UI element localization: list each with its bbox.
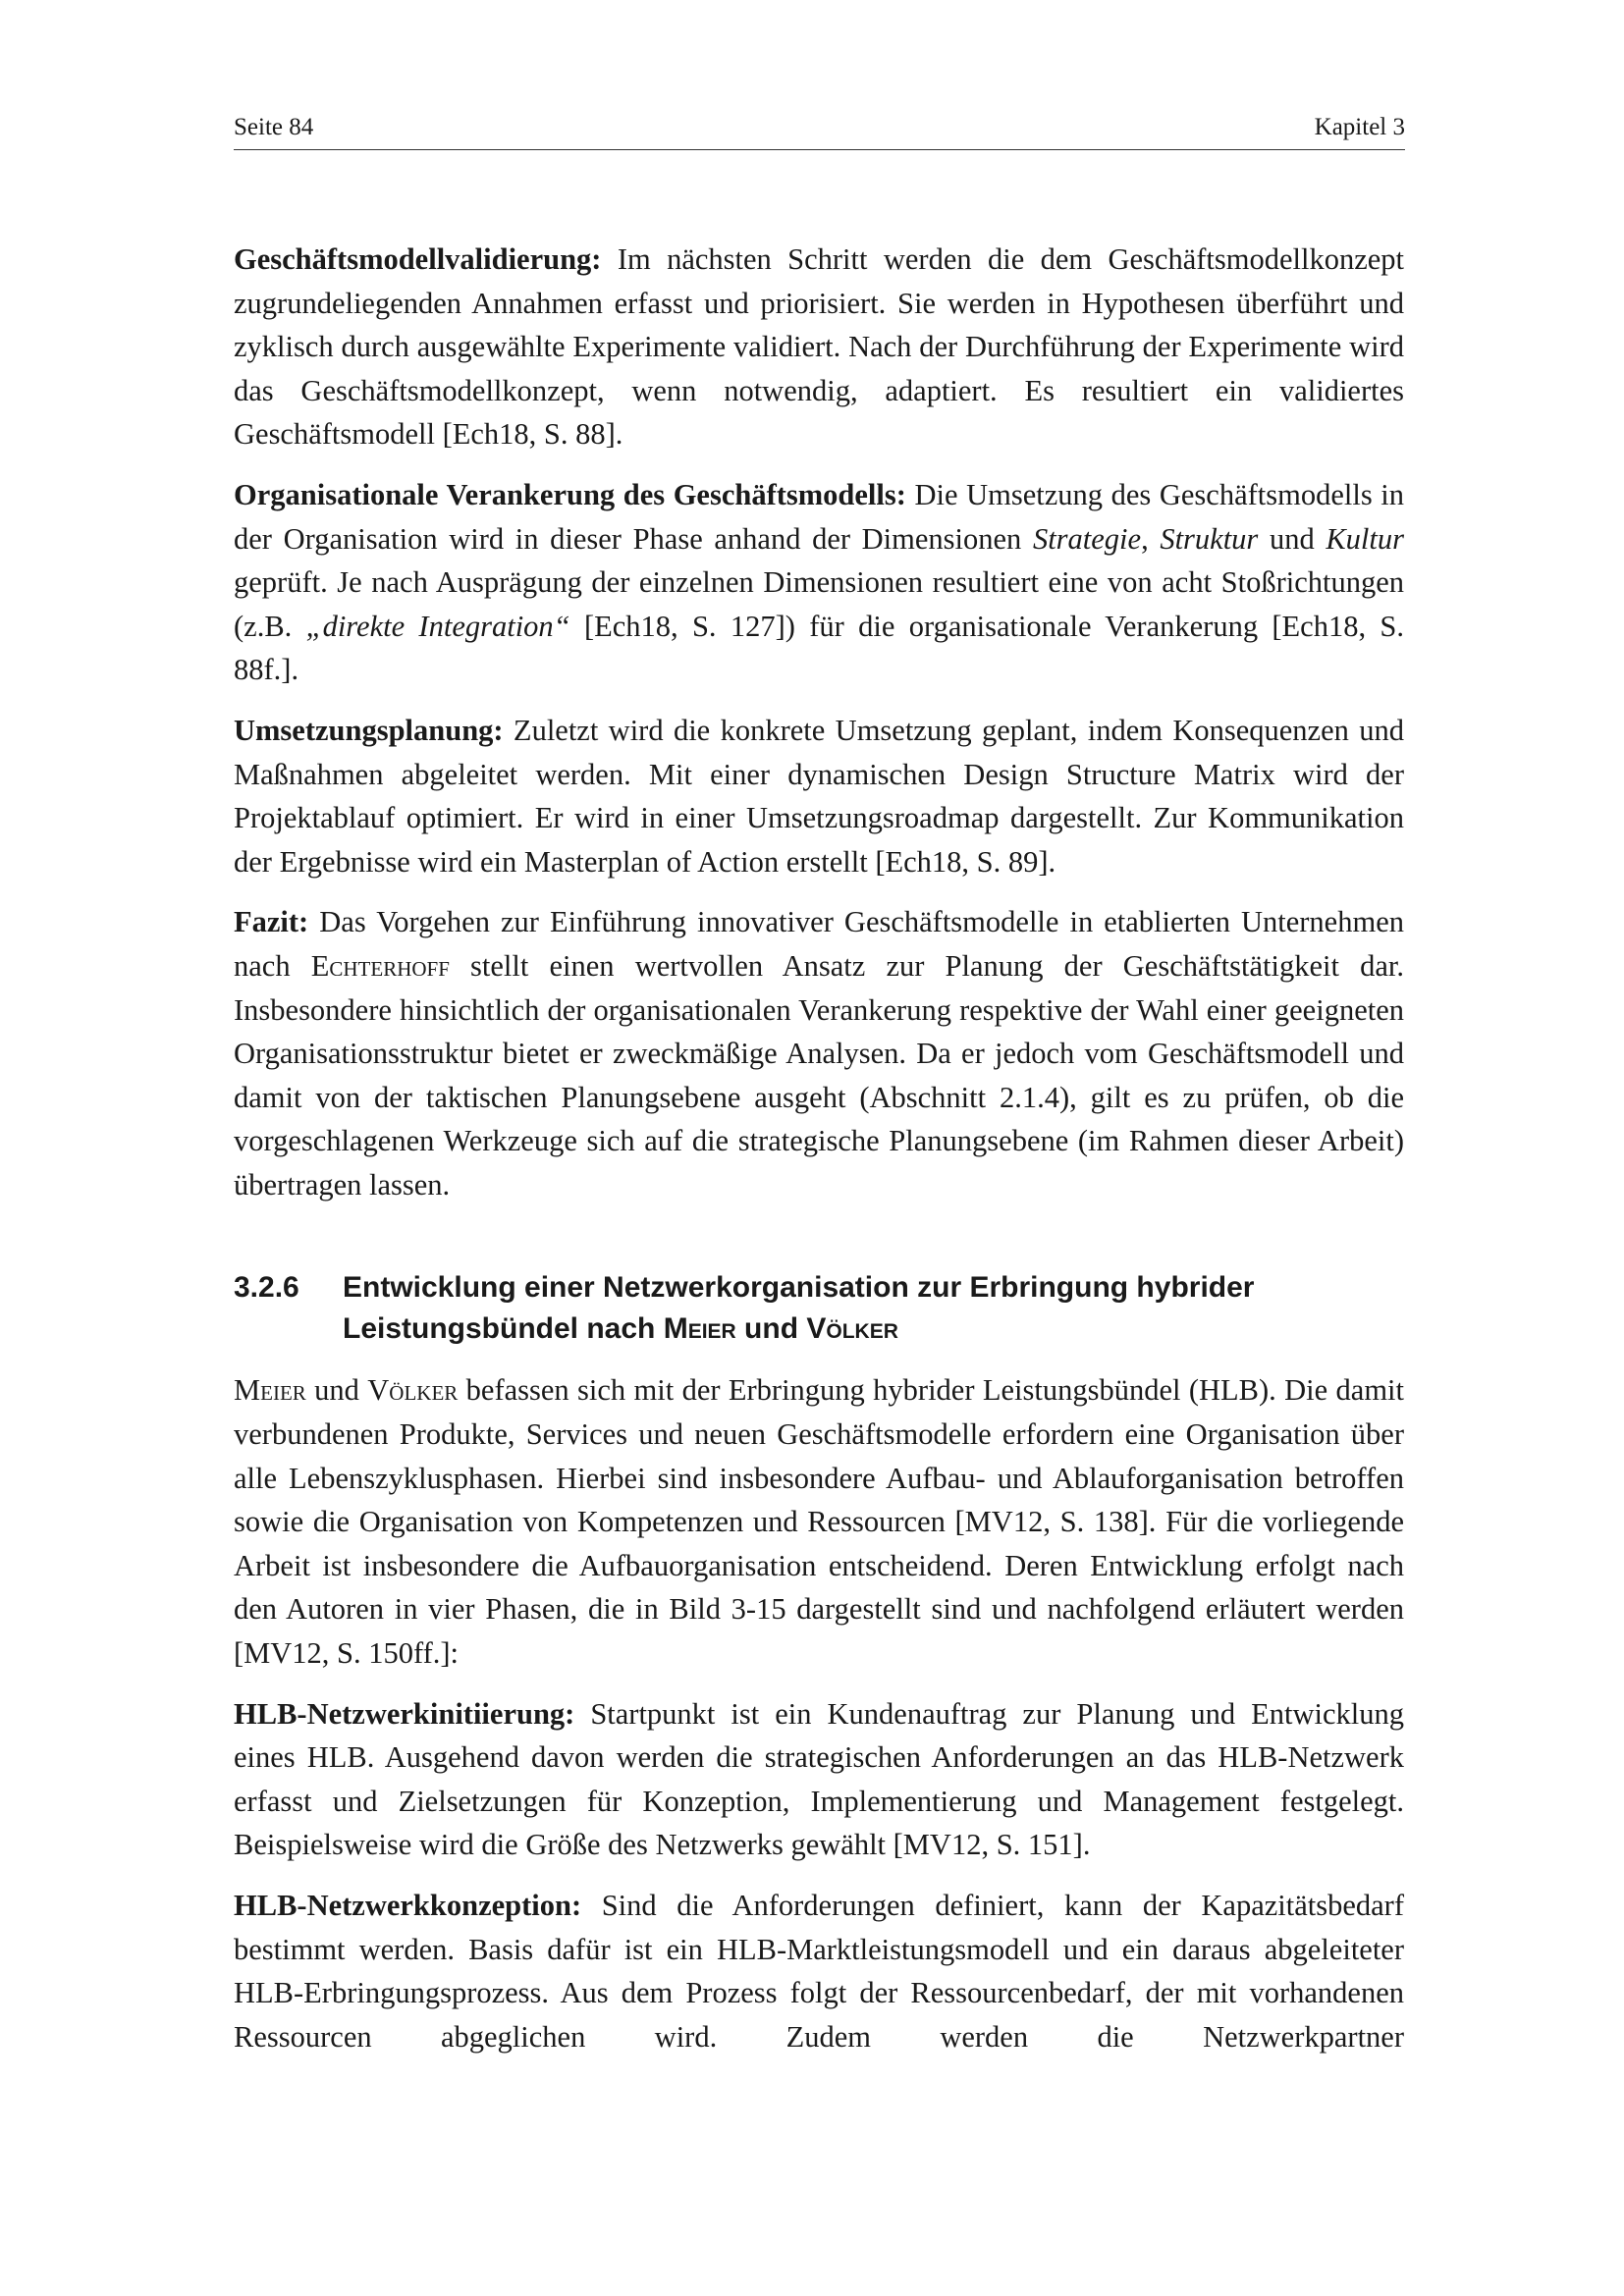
paragraph-intro	[234, 1368, 1404, 1675]
author-name: Völker	[367, 1373, 459, 1408]
paragraph-text: geprüft. Je nach Ausprägung der einzelnen Dimensionen resultiert eine von acht Stoßrichtungen (z.B.	[234, 565, 1404, 643]
paragraph-text: stellt einen wertvollen Ansatz zur Planung der Geschäftstätigkeit dar. Insbesondere hinsichtlich der organisationalen Verankerung respektive der Wahl einer geeigneten Organisationsstruktur bietet er zweckmäßige Analysen. Da er jedoch vom Geschäftsmodell und damit von der taktischen Planungsebene ausgeht (Abschnitt 2.1.4), gilt es zu prüfen, ob die vorgeschlagenen Werkzeuge sich auf die strategische Planungsebene (im Rahmen dieser Arbeit) übertragen lassen.	[234, 948, 1404, 1201]
paragraph-implementation-planning	[234, 709, 1404, 883]
paragraph-anchoring	[234, 473, 1404, 692]
emphasis-direkte-integration: „direkte Integration“	[305, 609, 570, 643]
page-body	[234, 238, 1404, 2075]
emphasis-kultur: Kultur	[1326, 521, 1405, 556]
paragraph-label: Fazit:	[234, 905, 309, 939]
paragraph-label: HLB-Netzwerkkonzeption:	[234, 1889, 582, 1922]
paragraph-text: und	[1258, 521, 1326, 556]
paragraph-text: [Ech18, S. 127]) für die organisationale Verankerung [Ech18, S. 88f.].	[234, 609, 1404, 687]
paragraph-text: ,	[1141, 521, 1161, 556]
paragraph-text: Sind die Anforderungen definiert, kann der Kapazitätsbedarf bestimmt werden. Basis dafür ist ein HLB-Marktleistungsmodell und ein daraus abgeleiteter HLB-Erbringungsprozess. Aus dem Prozess folgt der Ressourcenbedarf, der mit vorhandenen Ressourcen abgeglichen wird. Zudem werden die Netzwerkpartner	[234, 1889, 1404, 2054]
paragraph-text: Zuletzt wird die konkrete Umsetzung geplant, indem Konsequenzen und Maßnahmen abgeleitet werden. Mit einer dynamischen Design Structure Matrix wird der Projektablauf optimiert. Er wird in einer Umsetzungsroadmap dargestellt. Zur Kommunikation der Ergebnisse wird ein Masterplan of Action erstellt [Ech18, S. 89].	[234, 713, 1404, 879]
paragraph-label: Organisationale Verankerung des Geschäftsmodells:	[234, 477, 906, 511]
section-title	[343, 1267, 1404, 1350]
page-number: Seite 84	[234, 114, 314, 140]
paragraph-text: befassen sich mit der Erbringung hybrider Leistungsbündel (HLB). Die damit verbundenen Produkte, Services und neuen Geschäftsmodelle erfordern eine Organisation über alle Lebenszyklusphasen. Hierbei sind insbesondere Aufbau- und Ablauforganisation betroffen sowie die Organisation von Kompetenzen und Ressourcen [MV12, S. 138]. Für die vorliegende Arbeit ist insbesondere die Aufbauorganisation entscheidend. Deren Entwicklung erfolgt nach den Autoren in vier Phasen, die in Bild 3-15 dargestellt sind und nachfolgend erläutert werden [MV12, S. 150ff.]:	[234, 1373, 1404, 1671]
emphasis-struktur: Struktur	[1160, 521, 1259, 556]
paragraph-label: Umsetzungsplanung:	[234, 713, 504, 747]
paragraph-validation	[234, 238, 1404, 456]
section-number: 3.2.6	[234, 1271, 299, 1305]
paragraph-network-initiation	[234, 1692, 1404, 1867]
author-name: Völker	[806, 1312, 898, 1346]
paragraph-label: Geschäftsmodellvalidierung:	[234, 242, 602, 276]
paragraph-text: Startpunkt ist ein Kundenauftrag zur Planung und Entwicklung eines HLB. Ausgehend davon werden die strategischen Anforderungen an das HLB-Netzwerk erfasst und Zielsetzungen für Konzeption, Implementierung und Management festgelegt. Beispielsweise wird die Größe des Netzwerks gewählt [MV12, S. 151].	[234, 1696, 1404, 1862]
chapter-label: Kapitel 3	[1314, 114, 1405, 140]
paragraph-label: HLB-Netzwerkinitiierung:	[234, 1696, 575, 1731]
section-title-text: Entwicklung einer Netzwerkorganisation zur Erbringung hybrider Leistungsbündel nach	[343, 1271, 1255, 1346]
paragraph-network-conception	[234, 1884, 1404, 2058]
paragraph-text: und	[305, 1373, 368, 1408]
section-title-text: und	[735, 1312, 807, 1346]
author-name: Meier	[234, 1373, 306, 1408]
author-name: Echterhoff	[310, 948, 450, 983]
paragraph-text: Das Vorgehen zur Einführung innovativer Geschäftsmodelle in etablierten Unternehmen nach	[234, 905, 1404, 983]
paragraph-text: Die Umsetzung des Geschäftsmodells in der Organisation wird in dieser Phase anhand der Dimensionen	[234, 477, 1405, 556]
paragraph-conclusion	[234, 900, 1404, 1206]
author-name: Meier	[663, 1312, 736, 1346]
emphasis-strategie: Strategie	[1032, 521, 1142, 556]
section-heading	[234, 1267, 1404, 1350]
page-header	[234, 110, 1405, 150]
paragraph-text: Im nächsten Schritt werden die dem Geschäftsmodellkonzept zugrundeliegenden Annahmen erfasst und priorisiert. Sie werden in Hypothesen überführt und zyklisch durch ausgewählte Experimente validiert. Nach der Durchführung der Experimente wird das Geschäftsmodellkonzept, wenn notwendig, adaptiert. Es resultiert ein validiertes Geschäftsmodell [Ech18, S. 88].	[234, 242, 1404, 452]
